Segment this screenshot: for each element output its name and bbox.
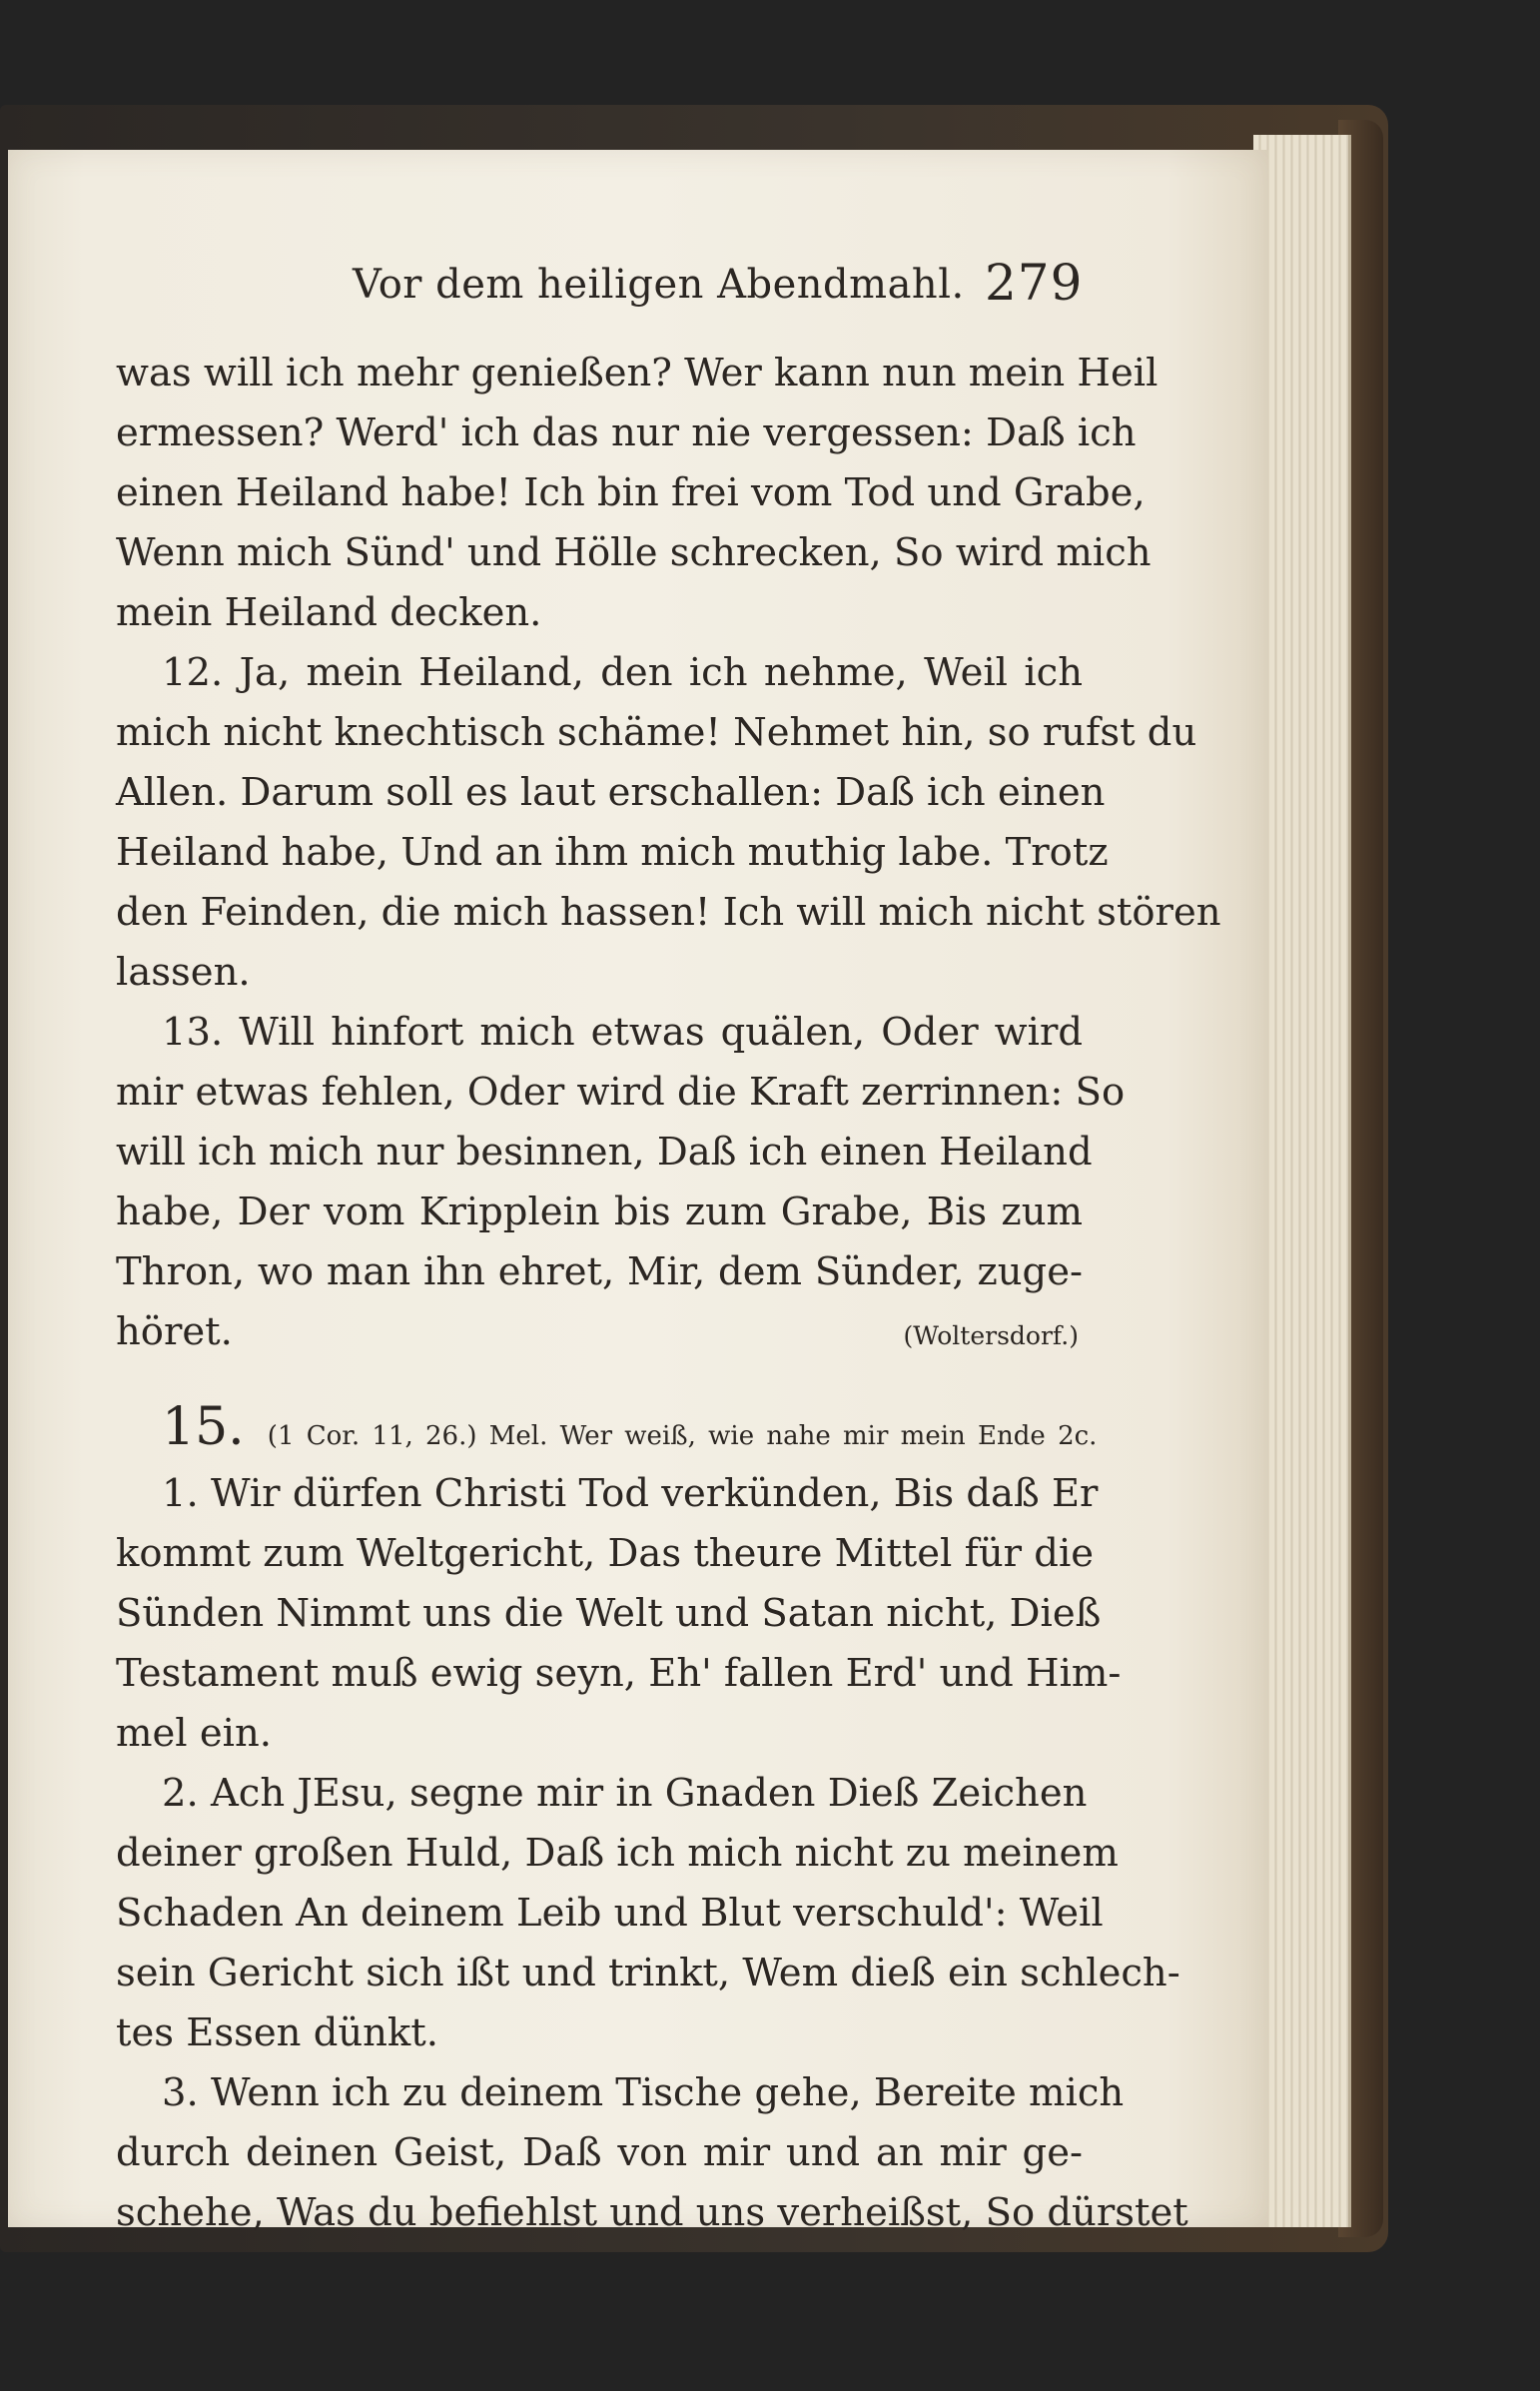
hymn-15-verse-3 (116, 2063, 1188, 2243)
text-line: lassen. (116, 950, 251, 995)
text-line: kommt zum Weltgericht, Das theure Mittel für die (116, 1531, 1095, 1576)
text-line: habe, Der vom Kripplein bis zum Grabe, Bis zum (116, 1190, 1083, 1234)
page-body (116, 344, 1221, 2243)
text-line: schehe, Was du befiehlst und uns verheißst, So dürstet (116, 2190, 1188, 2235)
text-line: mel ein. (116, 1711, 272, 1756)
text-line: durch deinen Geist, Daß von mir und an mir ge- (116, 2130, 1083, 2175)
text-line: Allen. Darum soll es laut erschallen: Daß ich einen (116, 770, 1106, 815)
book-page (8, 150, 1268, 2235)
text-line: mich nicht knechtisch schäme! Nehmet hin, so rufst du (116, 710, 1197, 755)
text-line: mein Heiland decken. (116, 590, 542, 635)
text-line: was will ich mehr genießen? Wer kann nun mein Heil (116, 351, 1158, 396)
text-line: will ich mich nur besinnen, Daß ich einen Heiland (116, 1130, 1093, 1175)
text-line: Thron, wo man ihn ehret, Mir, dem Sünder, zuge- (116, 1249, 1083, 1294)
text-line: sein Gericht sich ißt und trinkt, Wem dieß ein schlech- (116, 1951, 1180, 1995)
hymn-15-verse-2 (116, 1764, 1180, 2063)
author-attribution: (Woltersdorf.) (903, 1321, 1079, 1350)
verse-first-line: 3. Wenn ich zu deinem Tische gehe, Bereite mich (162, 2070, 1125, 2115)
hymn-number: 15. (162, 1397, 245, 1457)
text-line-end: höret. (116, 1309, 233, 1354)
verse-first-line: 1. Wir dürfen Christi Tod verkünden, Bis daß Er (162, 1471, 1099, 1516)
verse-11-continued (116, 344, 1158, 643)
text-line: Heiland habe, Und an ihm mich muthig labe. Trotz (116, 830, 1109, 875)
hymn-reference: (1 Cor. 11, 26.) Mel. Wer weiß, wie nahe mir mein Ende 2c. (267, 1421, 1098, 1451)
text-line: ermessen? Werd' ich das nur nie vergessen: Daß ich (116, 410, 1137, 455)
text-line: Schaden An deinem Leib und Blut verschuld': Weil (116, 1891, 1104, 1936)
verse-13 (116, 1003, 1126, 1362)
text-line: Sünden Nimmt uns die Welt und Satan nicht, Dieß (116, 1591, 1102, 1636)
page-header (8, 254, 1268, 322)
verse-first-line: 13. Will hinfort mich etwas quälen, Oder wird (162, 1010, 1083, 1055)
verse-last-line (116, 1302, 1083, 1362)
text-line: tes Essen dünkt. (116, 2010, 438, 2055)
hymn-15-verse-1 (116, 1464, 1122, 1764)
verse-first-line: 12. Ja, mein Heiland, den ich nehme, Weil ich (162, 650, 1083, 695)
verse-first-line: 2. Ach JEsu, segne mir in Gnaden Dieß Zeichen (162, 1771, 1088, 1816)
text-line: einen Heiland habe! Ich bin frei vom Tod und Grabe, (116, 470, 1146, 515)
text-line: den Feinden, die mich hassen! Ich will mich nicht stören (116, 890, 1221, 935)
text-line: Wenn mich Sünd' und Hölle schrecken, So wird mich (116, 530, 1152, 575)
page-number: 279 (985, 254, 1084, 312)
text-line: deiner großen Huld, Daß ich mich nicht zu meinem (116, 1831, 1119, 1876)
hymn-heading (116, 1384, 1098, 1464)
text-line: mir etwas fehlen, Oder wird die Kraft zerrinnen: So (116, 1070, 1126, 1115)
verse-12 (116, 643, 1221, 1003)
running-head: Vor dem heiligen Abendmahl. (353, 262, 965, 308)
text-line: Testament muß ewig seyn, Eh' fallen Erd' und Him- (116, 1651, 1122, 1696)
